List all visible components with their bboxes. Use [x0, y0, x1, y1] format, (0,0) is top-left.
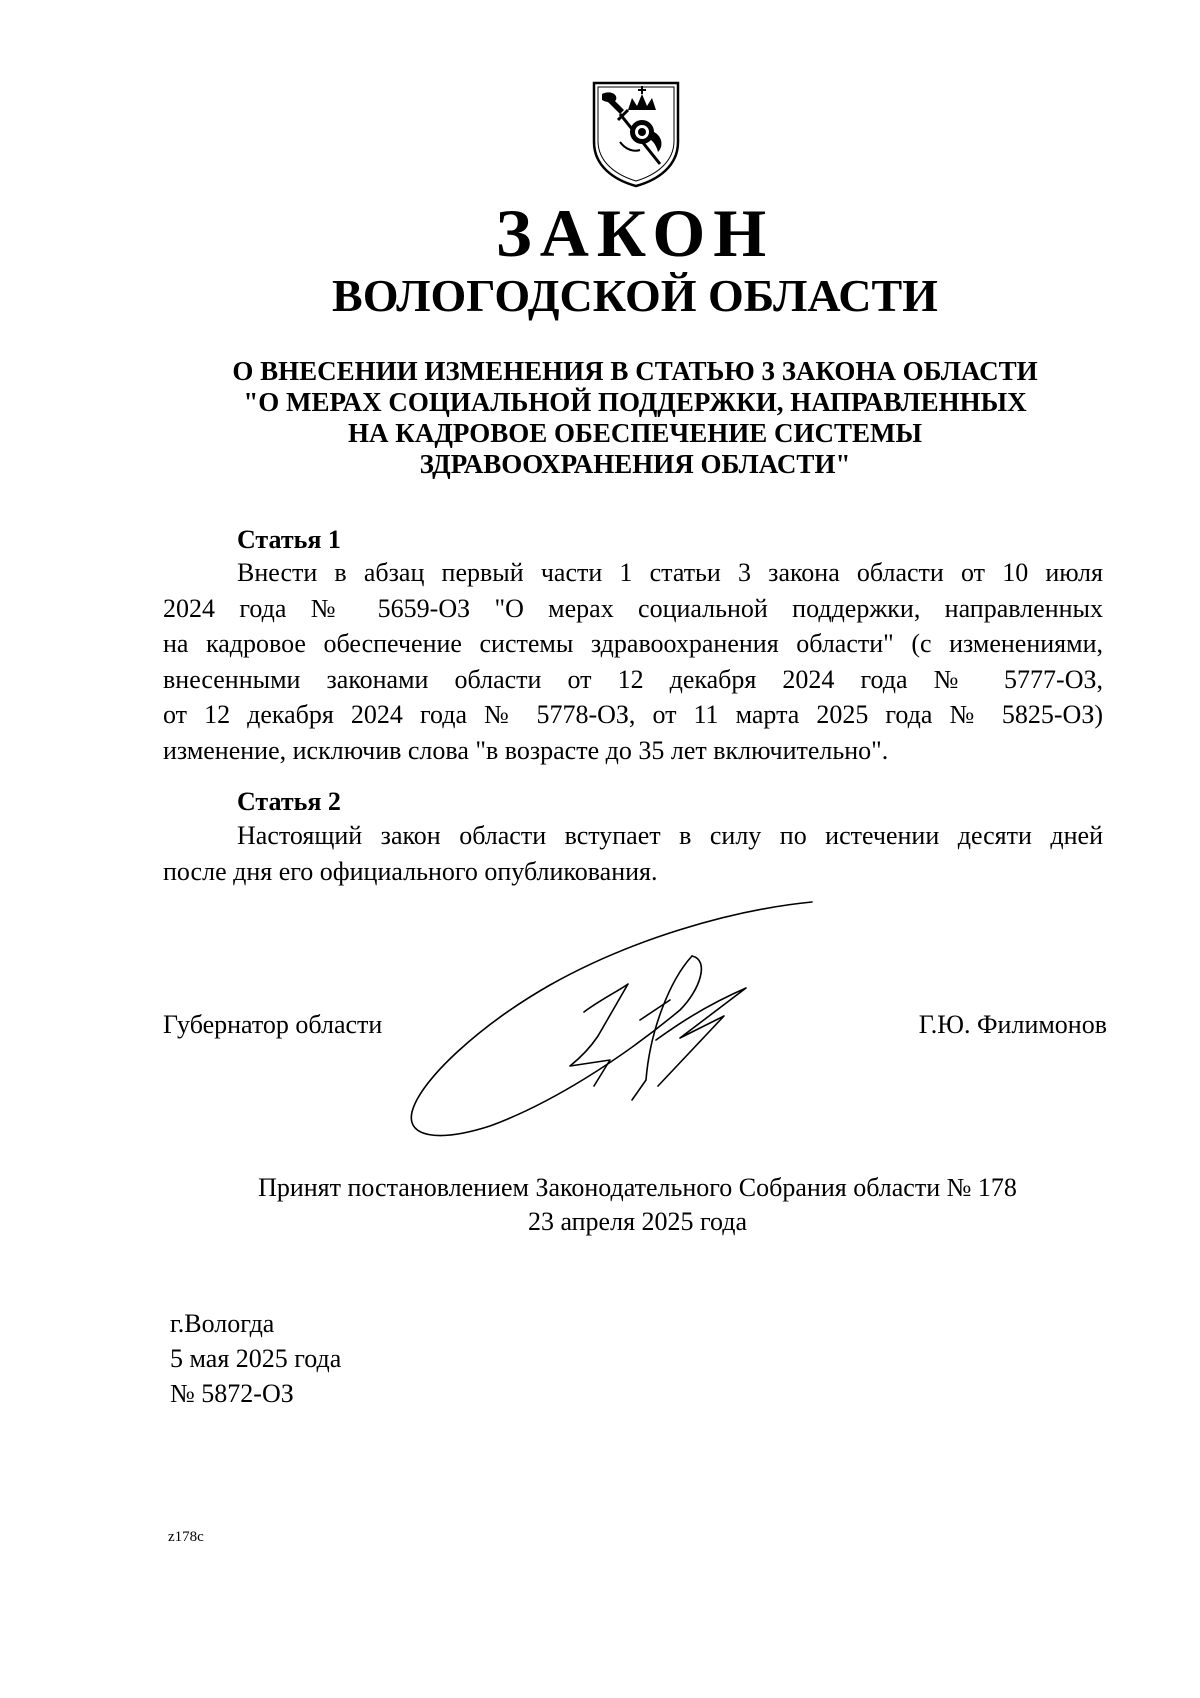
governor-name: Г.Ю. Филимонов: [918, 1010, 1107, 1039]
place-date-block: [170, 1306, 341, 1411]
governor-position: Губернатор области: [163, 1010, 383, 1039]
article-2-body: [163, 818, 1103, 889]
article-1-line: от 12 декабря 2024 года № 5778-ОЗ, от 11 марта 2025 года № 5825-ОЗ): [163, 700, 1103, 729]
adoption-line: Принят постановлением Законодательного Собрания области № 178: [258, 1173, 1017, 1202]
region-title: ВОЛОГОДСКОЙ ОБЛАСТИ: [332, 270, 938, 321]
law-number: № 5872-ОЗ: [170, 1379, 294, 1408]
subject-line: ЗДРАВООХРАНЕНИЯ ОБЛАСТИ": [419, 449, 851, 479]
vologda-coat-of-arms-icon: [590, 80, 682, 188]
adoption-note: [150, 1171, 1125, 1239]
article-1-body: [163, 555, 1103, 768]
city: г.Вологда: [170, 1309, 275, 1338]
article-1-line: внесенными законами области от 12 декабря 2024 года № 5777-ОЗ,: [163, 664, 1103, 694]
signing-date: 5 мая 2025 года: [170, 1344, 342, 1373]
law-subject: [150, 356, 1120, 480]
article-1-heading: Статья 1: [237, 525, 341, 554]
article-1-line: 2024 года № 5659-ОЗ "О мерах социальной поддержки, направленных: [163, 593, 1103, 623]
adoption-line: 23 апреля 2025 года: [527, 1207, 748, 1236]
article-2-heading: Статья 2: [237, 787, 341, 816]
article-2-line: Настоящий закон области вступает в силу по истечении десяти дней: [237, 821, 1103, 850]
document-code: z178c: [168, 1529, 204, 1545]
article-1-line: Внести в абзац первый части 1 статьи 3 закона области от 10 июля: [237, 558, 1103, 587]
subject-line: "О МЕРАХ СОЦИАЛЬНОЙ ПОДДЕРЖКИ, НАПРАВЛЕННЫХ: [243, 387, 1027, 417]
article-1-line: изменение, исключив слова "в возрасте до 35 лет включительно".: [163, 735, 889, 765]
law-title: ЗАКОН: [495, 195, 775, 271]
article-1-line: на кадровое обеспечение системы здравоохранения области" (с изменениями,: [163, 629, 1103, 658]
subject-line: О ВНЕСЕНИИ ИЗМЕНЕНИЯ В СТАТЬЮ 3 ЗАКОНА ОБЛАСТИ: [232, 356, 1038, 386]
subject-line: НА КАДРОВОЕ ОБЕСПЕЧЕНИЕ СИСТЕМЫ: [348, 418, 922, 448]
article-2-line: после дня его официального опубликования.: [163, 856, 658, 886]
handwritten-signature: [400, 890, 900, 1150]
